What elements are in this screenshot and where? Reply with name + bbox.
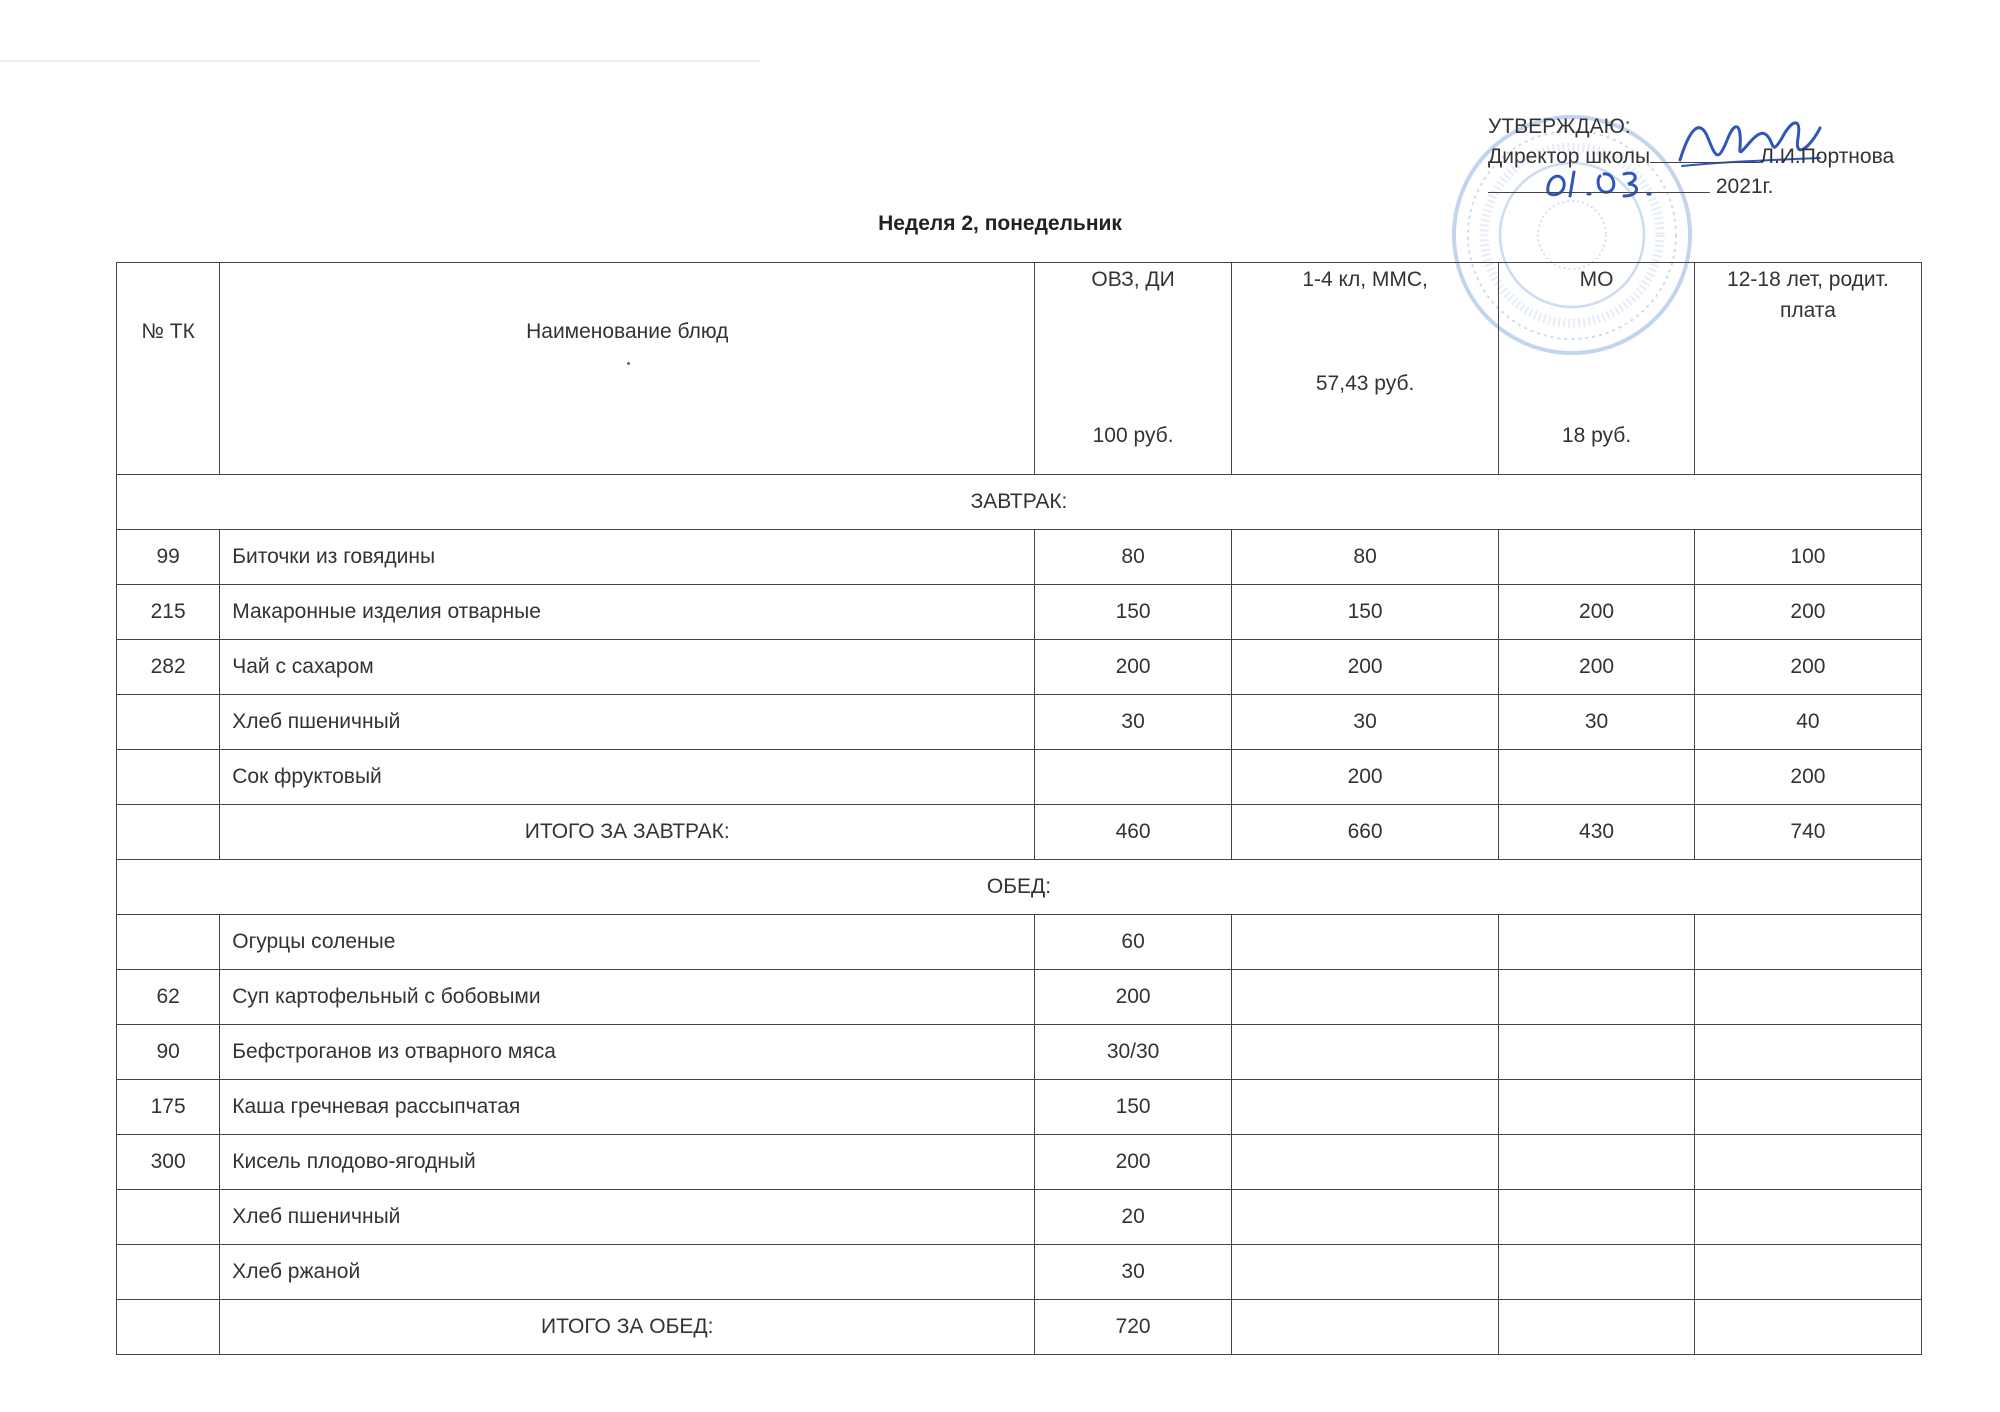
table-row (117, 530, 1922, 585)
portion-ovz: 60 (1035, 915, 1232, 970)
portion-mo (1499, 750, 1695, 805)
table-row (117, 1190, 1922, 1245)
portion-ovz: 30 (1035, 695, 1232, 750)
portion-1-4: 200 (1231, 640, 1498, 695)
tk-number: 90 (117, 1025, 220, 1080)
tk-number: 215 (117, 585, 220, 640)
dish-name: Хлеб ржаной (220, 1245, 1035, 1300)
portion-mo (1499, 1245, 1695, 1300)
section-label: ОБЕД: (117, 860, 1922, 915)
portion-1-4 (1231, 1245, 1498, 1300)
total-row-lunch (117, 1300, 1922, 1355)
tk-number (117, 1245, 220, 1300)
portion-1-4: 200 (1231, 750, 1498, 805)
portion-mo: 200 (1499, 585, 1695, 640)
approval-director-line (1488, 142, 1894, 172)
total-ovz: 460 (1035, 805, 1232, 860)
portion-mo (1499, 530, 1695, 585)
total-mo (1499, 1300, 1695, 1355)
dish-name: Огурцы соленые (220, 915, 1035, 970)
portion-12-18: 200 (1694, 585, 1921, 640)
portion-12-18 (1694, 1190, 1921, 1245)
portion-ovz: 150 (1035, 1080, 1232, 1135)
dish-name: Кисель плодово-ягодный (220, 1135, 1035, 1190)
portion-1-4: 150 (1231, 585, 1498, 640)
table-row (117, 750, 1922, 805)
portion-mo (1499, 1135, 1695, 1190)
tk-number (117, 1300, 220, 1355)
date-underline (1488, 192, 1710, 193)
portion-12-18: 200 (1694, 750, 1921, 805)
tk-number (117, 750, 220, 805)
header-tk: № ТК (117, 263, 220, 475)
tk-number: 282 (117, 640, 220, 695)
portion-ovz: 80 (1035, 530, 1232, 585)
portion-mo: 200 (1499, 640, 1695, 695)
total-1-4 (1231, 1300, 1498, 1355)
portion-ovz: 200 (1035, 1135, 1232, 1190)
total-row-breakfast (117, 805, 1922, 860)
tk-number: 175 (117, 1080, 220, 1135)
tk-number: 300 (117, 1135, 220, 1190)
approval-director-label: Директор школы (1488, 145, 1651, 168)
tk-number (117, 915, 220, 970)
portion-mo (1499, 1190, 1695, 1245)
total-label: ИТОГО ЗА ЗАВТРАК: (220, 805, 1035, 860)
portion-mo: 30 (1499, 695, 1695, 750)
total-ovz: 720 (1035, 1300, 1232, 1355)
portion-12-18: 100 (1694, 530, 1921, 585)
approval-date-line (1488, 172, 1894, 202)
header-col-1-4: 1-4 кл, ММС, 57,43 руб. (1231, 263, 1498, 475)
portion-ovz: 30 (1035, 1245, 1232, 1300)
dish-name: Биточки из говядины (220, 530, 1035, 585)
portion-mo (1499, 915, 1695, 970)
portion-12-18: 200 (1694, 640, 1921, 695)
portion-ovz: 200 (1035, 640, 1232, 695)
portion-12-18 (1694, 1080, 1921, 1135)
header-col-12-18: 12-18 лет, родит. плата (1694, 263, 1921, 475)
portion-12-18 (1694, 970, 1921, 1025)
tk-number (117, 1190, 220, 1245)
portion-1-4 (1231, 970, 1498, 1025)
header-col-mo: МО 18 руб. (1499, 263, 1695, 475)
portion-mo (1499, 1025, 1695, 1080)
portion-ovz: 200 (1035, 970, 1232, 1025)
dish-name: Каша гречневая рассыпчатая (220, 1080, 1035, 1135)
tk-number: 99 (117, 530, 220, 585)
section-label: ЗАВТРАК: (117, 475, 1922, 530)
menu-table (116, 262, 1922, 1355)
total-mo: 430 (1499, 805, 1695, 860)
table-row (117, 640, 1922, 695)
header-name: Наименование блюд (220, 263, 1035, 475)
portion-1-4 (1231, 1190, 1498, 1245)
portion-12-18 (1694, 1025, 1921, 1080)
portion-1-4: 80 (1231, 530, 1498, 585)
portion-ovz: 20 (1035, 1190, 1232, 1245)
dish-name: Макаронные изделия отварные (220, 585, 1035, 640)
dish-name: Суп картофельный с бобовыми (220, 970, 1035, 1025)
table-header-row (117, 263, 1922, 475)
section-row-breakfast (117, 475, 1922, 530)
portion-12-18 (1694, 915, 1921, 970)
total-1-4: 660 (1231, 805, 1498, 860)
signature-line (1650, 162, 1760, 163)
approval-block (1488, 112, 1894, 202)
table-row (117, 695, 1922, 750)
table-row (117, 1135, 1922, 1190)
table-row (117, 1245, 1922, 1300)
table-row (117, 915, 1922, 970)
portion-mo (1499, 970, 1695, 1025)
portion-12-18 (1694, 1135, 1921, 1190)
approval-year: 2021г. (1715, 175, 1774, 198)
table-row (117, 970, 1922, 1025)
approval-director-name: Л.И.Портнова (1760, 145, 1895, 168)
portion-mo (1499, 1080, 1695, 1135)
portion-12-18 (1694, 1245, 1921, 1300)
portion-1-4 (1231, 1025, 1498, 1080)
tk-number (117, 805, 220, 860)
portion-1-4: 30 (1231, 695, 1498, 750)
portion-ovz (1035, 750, 1232, 805)
scan-artifact (0, 60, 760, 62)
dish-name: Сок фруктовый (220, 750, 1035, 805)
dish-name: Бефстроганов из отварного мяса (220, 1025, 1035, 1080)
header-col-ovz: ОВЗ, ДИ 100 руб. (1035, 263, 1232, 475)
page-title: Неделя 2, понедельник (878, 212, 1122, 235)
tk-number (117, 695, 220, 750)
portion-ovz: 150 (1035, 585, 1232, 640)
tk-number: 62 (117, 970, 220, 1025)
table-row (117, 585, 1922, 640)
dish-name: Хлеб пшеничный (220, 695, 1035, 750)
portion-1-4 (1231, 1135, 1498, 1190)
dish-name: Чай с сахаром (220, 640, 1035, 695)
portion-1-4 (1231, 1080, 1498, 1135)
total-12-18: 740 (1694, 805, 1921, 860)
section-row-lunch (117, 860, 1922, 915)
portion-ovz: 30/30 (1035, 1025, 1232, 1080)
approval-heading: УТВЕРЖДАЮ: (1488, 115, 1631, 138)
portion-1-4 (1231, 915, 1498, 970)
total-12-18 (1694, 1300, 1921, 1355)
table-row (117, 1025, 1922, 1080)
portion-12-18: 40 (1694, 695, 1921, 750)
total-label: ИТОГО ЗА ОБЕД: (220, 1300, 1035, 1355)
table-row (117, 1080, 1922, 1135)
dish-name: Хлеб пшеничный (220, 1190, 1035, 1245)
